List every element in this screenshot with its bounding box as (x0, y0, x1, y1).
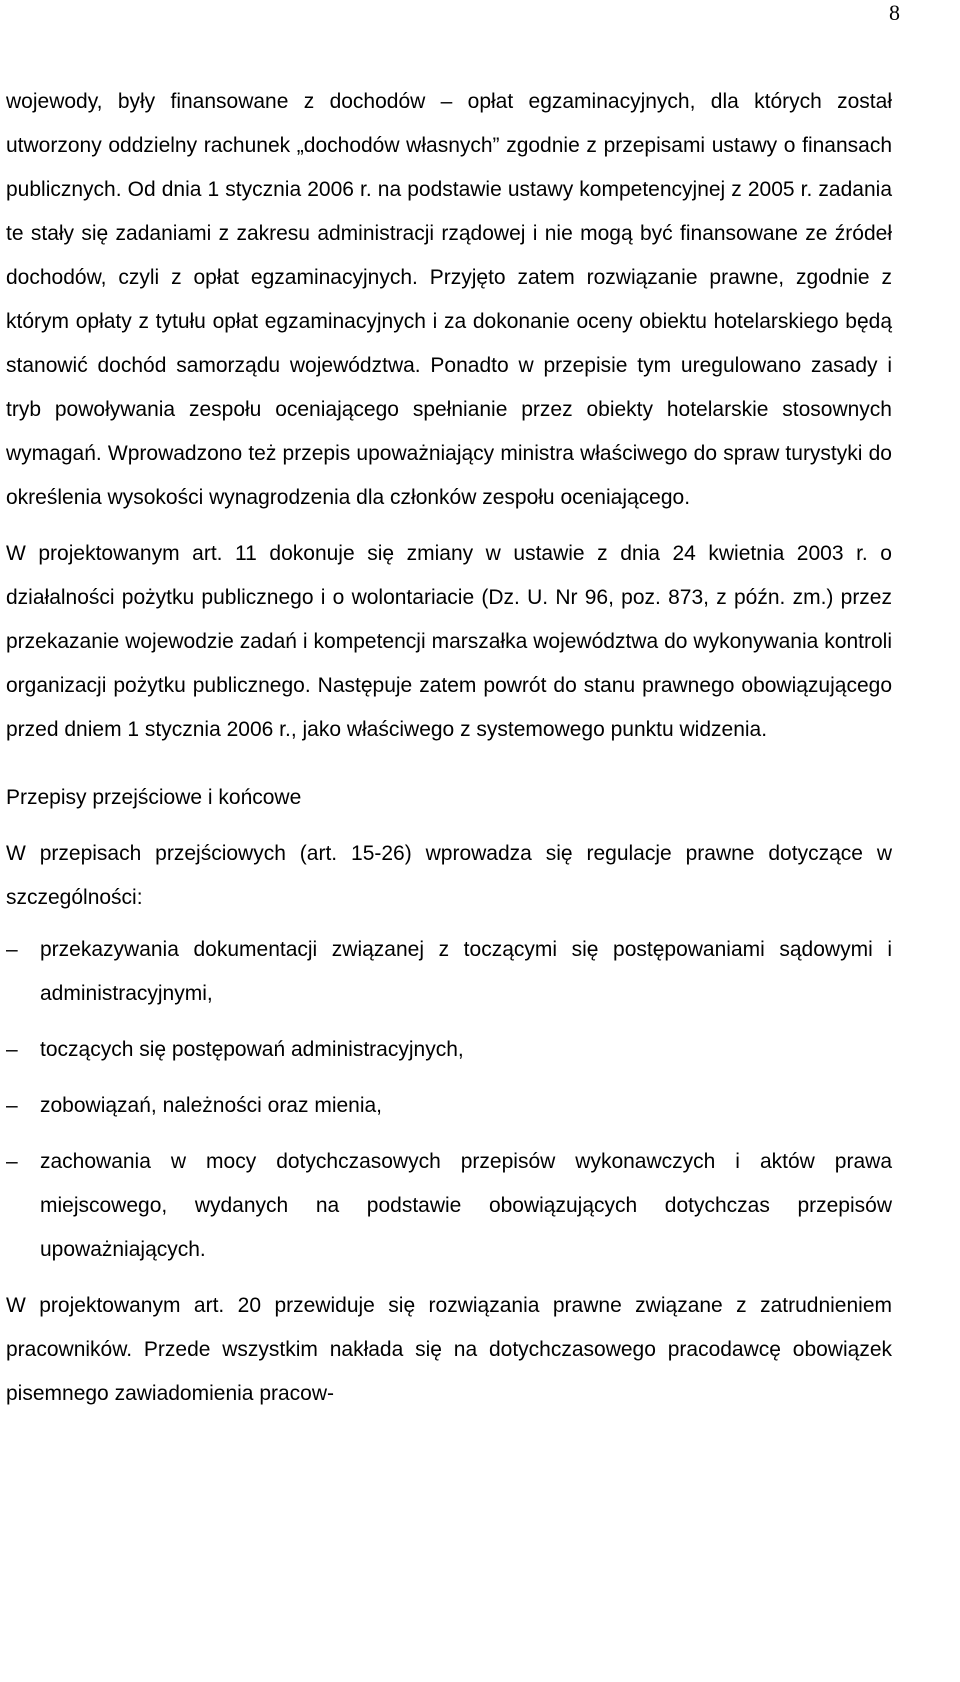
transitional-list (6, 928, 892, 1272)
paragraph-transitional-intro: W przepisach przejściowych (art. 15-26) wprowadza się regulacje prawne dotyczące w szczególności: (6, 842, 892, 909)
list-item-text: zobowiązań, należności oraz mienia, (40, 1094, 383, 1117)
list-item-text: toczących się postępowań administracyjnych, (40, 1038, 464, 1061)
section-heading: Przepisy przejściowe i końcowe (6, 786, 302, 809)
paragraph-art-11: W projektowanym art. 11 dokonuje się zmiany w ustawie z dnia 24 kwietnia 2003 r. o działalności pożytku publicznego i o wolontariacie (Dz. U. Nr 96, poz. 873, z późn. zm.) przez przekazanie wojewodzie zadań i kompetencji marszałka województwa do wykonywania kontroli organizacji pożytku publicznego. Następuje zatem powrót do stanu prawnego obowiązującego przed dniem 1 stycznia 2006 r., jako właściwego z systemowego punktu widzenia. (6, 542, 892, 741)
paragraph-wojewody: wojewody, były finansowane z dochodów – opłat egzaminacyjnych, dla których został utworzony oddzielny rachunek „dochodów własnych” zgodnie z przepisami ustawy o finansach publicznych. Od dnia 1 stycznia 2006 r. na podstawie ustawy kompetencyjnej z 2005 r. zadania te stały się zadaniami z zakresu administracji rządowej i nie mogą być finansowane ze źródeł dochodów, czyli z opłat egzaminacyjnych. Przyjęto zatem rozwiązanie prawne, zgodnie z którym opłaty z tytułu opłat egzaminacyjnych i za dokonanie oceny obiektu hotelarskiego będą stanowić dochód samorządu województwa. Ponadto w przepisie tym uregulowano zasady i tryb powoływania zespołu oceniającego spełnianie przez obiekty hotelarskie stosownych wymagań. Wprowadzono też przepis upoważniający ministra właściwego do spraw turystyki do określenia wysokości wynagrodzenia dla członków zespołu oceniającego. (6, 90, 892, 509)
list-item (6, 1084, 892, 1128)
document-body (6, 80, 892, 1416)
dash-bullet-icon: – (6, 1038, 18, 1061)
paragraph-art-20: W projektowanym art. 20 przewiduje się rozwiązania prawne związane z zatrudnieniem pracowników. Przede wszystkim nakłada się na dotychczasowego pracodawcę obowiązek pisemnego zawiadomienia pracow- (6, 1294, 892, 1405)
list-item (6, 1140, 892, 1272)
list-item-text: zachowania w mocy dotychczasowych przepisów wykonawczych i aktów prawa miejscowego, wydanych na podstawie obowiązujących dotychczas przepisów upoważniających. (40, 1150, 892, 1261)
list-item (6, 928, 892, 1016)
dash-bullet-icon: – (6, 938, 18, 961)
page-number: 8 (889, 0, 900, 25)
list-item (6, 1028, 892, 1072)
dash-bullet-icon: – (6, 1150, 18, 1173)
list-item-text: przekazywania dokumentacji związanej z toczącymi się postępowaniami sądowymi i administracyjnymi, (40, 938, 892, 1005)
dash-bullet-icon: – (6, 1094, 18, 1117)
